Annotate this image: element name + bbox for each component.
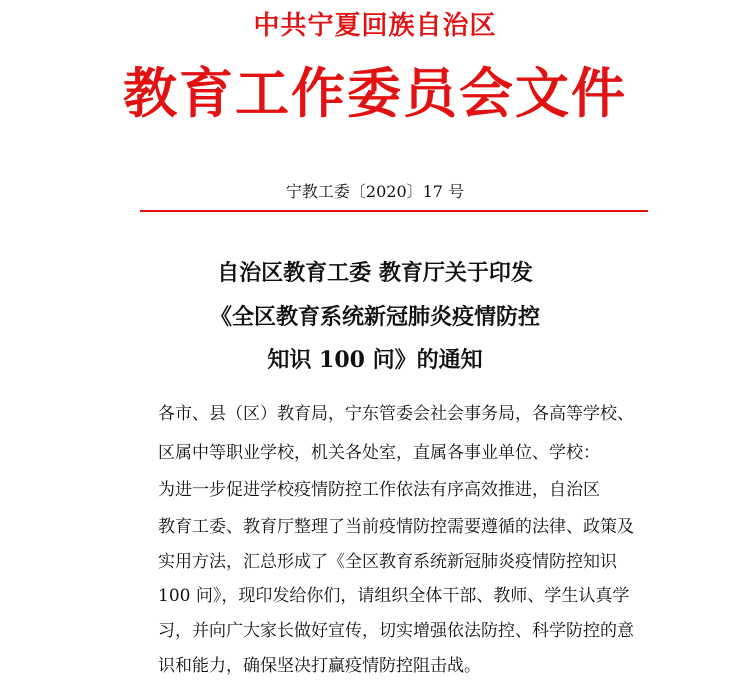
notice-title-line: 《全区教育系统新冠肺炎疫情防控	[209, 304, 540, 330]
document-number: 宁教工委〔2020〕17 号	[285, 182, 465, 201]
red-separator-line	[140, 210, 648, 212]
addressee-line: 区属中等职业学校，机关各处室，直属各事业单位、学校：	[158, 443, 600, 463]
paragraph-line: 100 问》，现印发给你们，请组织全体干部、教师、学生认真学	[158, 586, 630, 606]
paragraph-line: 为进一步促进学校疫情防控工作依法有序高效推进，自治区	[158, 480, 600, 500]
paragraph-line: 识和能力，确保坚决打赢疫情防控阻击战。	[158, 656, 481, 676]
issuing-organization: 中共宁夏回族自治区	[253, 11, 497, 41]
paragraph-line: 实用方法，汇总形成了《全区教育系统新冠肺炎疫情防控知识	[158, 552, 617, 572]
notice-title-line: 知识 100 问》的通知	[267, 347, 483, 373]
addressee-line: 各市、县（区）教育局，宁东管委会社会事务局，各高等学校、	[158, 404, 634, 424]
paragraph-line: 习，并向广大家长做好宣传，切实增强依法防控、科学防控的意	[158, 621, 634, 641]
notice-title-line: 自治区教育工委 教育厅关于印发	[217, 260, 533, 286]
document-title: 教育工作委员会文件	[123, 61, 627, 125]
paragraph-line: 教育工委、教育厅整理了当前疫情防控需要遵循的法律、政策及	[158, 517, 634, 537]
